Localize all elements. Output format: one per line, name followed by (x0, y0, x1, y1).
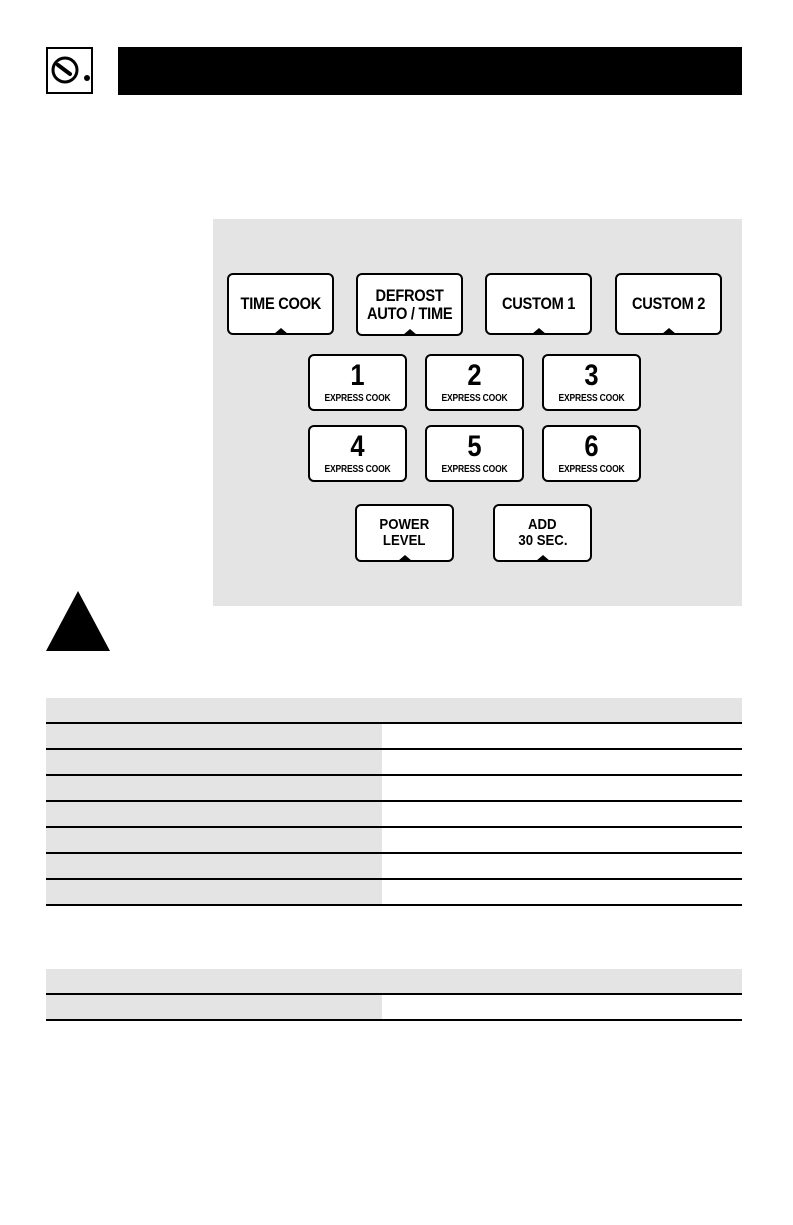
key-sublabel: EXPRESS COOK (324, 393, 391, 404)
warning-triangle-icon (46, 591, 110, 651)
indicator-arrow-icon (398, 555, 412, 561)
button-label: DEFROST (375, 285, 444, 305)
indicator-arrow-icon (532, 328, 546, 334)
power-level-button[interactable] (355, 504, 454, 562)
button-label: CUSTOM 1 (501, 294, 576, 313)
key-sublabel: EXPRESS COOK (441, 464, 508, 475)
key-number: 6 (584, 430, 599, 463)
table-cell (382, 802, 742, 826)
indicator-arrow-icon (662, 328, 676, 334)
key-number: 2 (467, 359, 482, 392)
table-cell (382, 776, 742, 800)
indicator-arrow-icon (274, 328, 288, 334)
table-cell (46, 724, 382, 748)
key-number: 5 (467, 430, 482, 463)
key-sublabel: EXPRESS COOK (558, 393, 625, 404)
table-cell (382, 724, 742, 748)
table-row (46, 750, 742, 776)
number-1-express-cook-button[interactable] (308, 354, 407, 411)
key-sublabel: EXPRESS COOK (558, 464, 625, 475)
table-cell (382, 854, 742, 878)
custom-1-button[interactable] (485, 273, 592, 335)
time-cook-button[interactable] (227, 273, 334, 335)
button-label: CUSTOM 2 (631, 294, 706, 313)
defrost-auto-time-button[interactable] (356, 273, 463, 336)
button-label: POWER (379, 516, 430, 533)
key-number: 3 (584, 359, 599, 392)
number-5-express-cook-button[interactable] (425, 425, 524, 482)
key-sublabel: EXPRESS COOK (324, 464, 391, 475)
table-cell (46, 828, 382, 852)
table-header (46, 969, 742, 995)
table-cell (46, 880, 382, 904)
number-3-express-cook-button[interactable] (542, 354, 641, 411)
table-row (46, 776, 742, 802)
table-cell (46, 750, 382, 774)
key-number: 1 (350, 359, 365, 392)
header-bar (118, 47, 742, 95)
custom-2-button[interactable] (615, 273, 722, 335)
button-label: 30 SEC. (517, 532, 568, 549)
clock-dial-icon (46, 47, 93, 94)
table-cell (46, 854, 382, 878)
table-row (46, 828, 742, 854)
table-row (46, 995, 742, 1021)
table-cell (382, 880, 742, 904)
second-table (46, 969, 742, 1021)
table-cell (46, 776, 382, 800)
button-label: ADD (528, 516, 557, 533)
button-label: AUTO / TIME (366, 303, 453, 323)
indicator-arrow-icon (403, 329, 417, 335)
table-row (46, 802, 742, 828)
button-label: LEVEL (383, 532, 426, 549)
add-30-sec-button[interactable] (493, 504, 592, 562)
key-sublabel: EXPRESS COOK (441, 393, 508, 404)
table-cell (382, 995, 742, 1019)
table-row (46, 854, 742, 880)
table-cell (46, 995, 382, 1019)
table-header (46, 698, 742, 724)
power-level-table (46, 698, 742, 906)
table-cell (382, 828, 742, 852)
number-6-express-cook-button[interactable] (542, 425, 641, 482)
number-4-express-cook-button[interactable] (308, 425, 407, 482)
key-number: 4 (350, 430, 365, 463)
table-row (46, 724, 742, 750)
table-cell (382, 750, 742, 774)
number-2-express-cook-button[interactable] (425, 354, 524, 411)
table-cell (46, 802, 382, 826)
button-label: TIME COOK (240, 294, 321, 313)
table-row (46, 880, 742, 906)
indicator-arrow-icon (536, 555, 550, 561)
control-panel (213, 219, 742, 606)
